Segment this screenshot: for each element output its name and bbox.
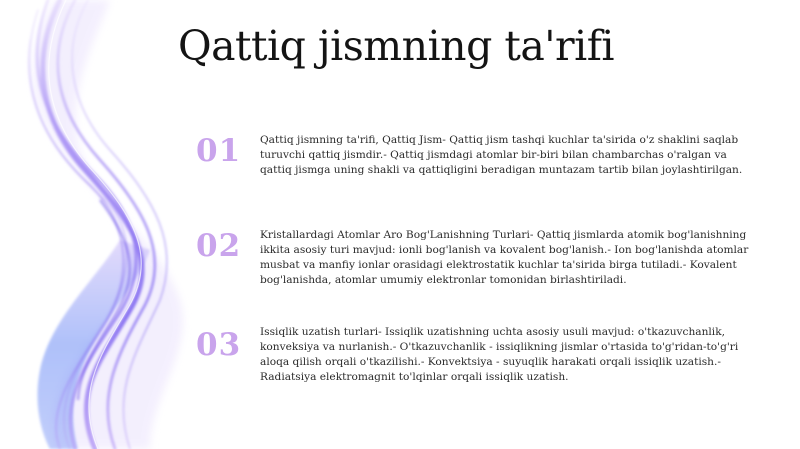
item-number: 02 xyxy=(196,228,242,264)
item-text: Issiqlik uzatish turlari- Issiqlik uzatishning uchta asosiy usuli mavjud: o'tkazuvchanlik, konveksiya va nurlanish.- O'tkazuvchanlik - issiqlikning jismlar o'rtasida to'g'ridan-to'g'ri aloqa qilish orqali o'tkazilishi.- Konvektsiya - suyuqlik harakati orqali issiqlik uzatish.- Radiatsiya elektromagnit to'lqinlar orqali issiqlik uzatish. xyxy=(260,326,739,383)
item-text: Qattiq jismning ta'rifi, Qattiq Jism- Qattiq jism tashqi kuchlar ta'sirida o'z shaklini saqlab turuvchi qattiq jismdir.- Qattiq jismdagi atomlar bir-biri bilan chambarchas o'ralgan va qattiq jismga uning shakli va qattiqligini beradigan muntazam tartib bilan joylashtirilgan. xyxy=(260,134,743,176)
item-text: Kristallardagi Atomlar Aro Bog'Lanishning Turlari- Qattiq jismlarda atomik bog'lanishning ikkita asosiy turi mavjud: ionli bog'lanish va kovalent bog'lanish.- Ion bog'lanishda atomlar musbat va manfiy ionlar orasidagi elektrostatik kuchlar ta'sirida birga tutiladi.- Kovalent bog'lanishda, atomlar umumiy elektronlar tomonidan birlashtiriladi. xyxy=(260,229,749,286)
slide-title: Qattiq jismning ta'rifi xyxy=(178,22,615,70)
item-number: 01 xyxy=(196,133,242,169)
item-number: 03 xyxy=(196,327,242,363)
